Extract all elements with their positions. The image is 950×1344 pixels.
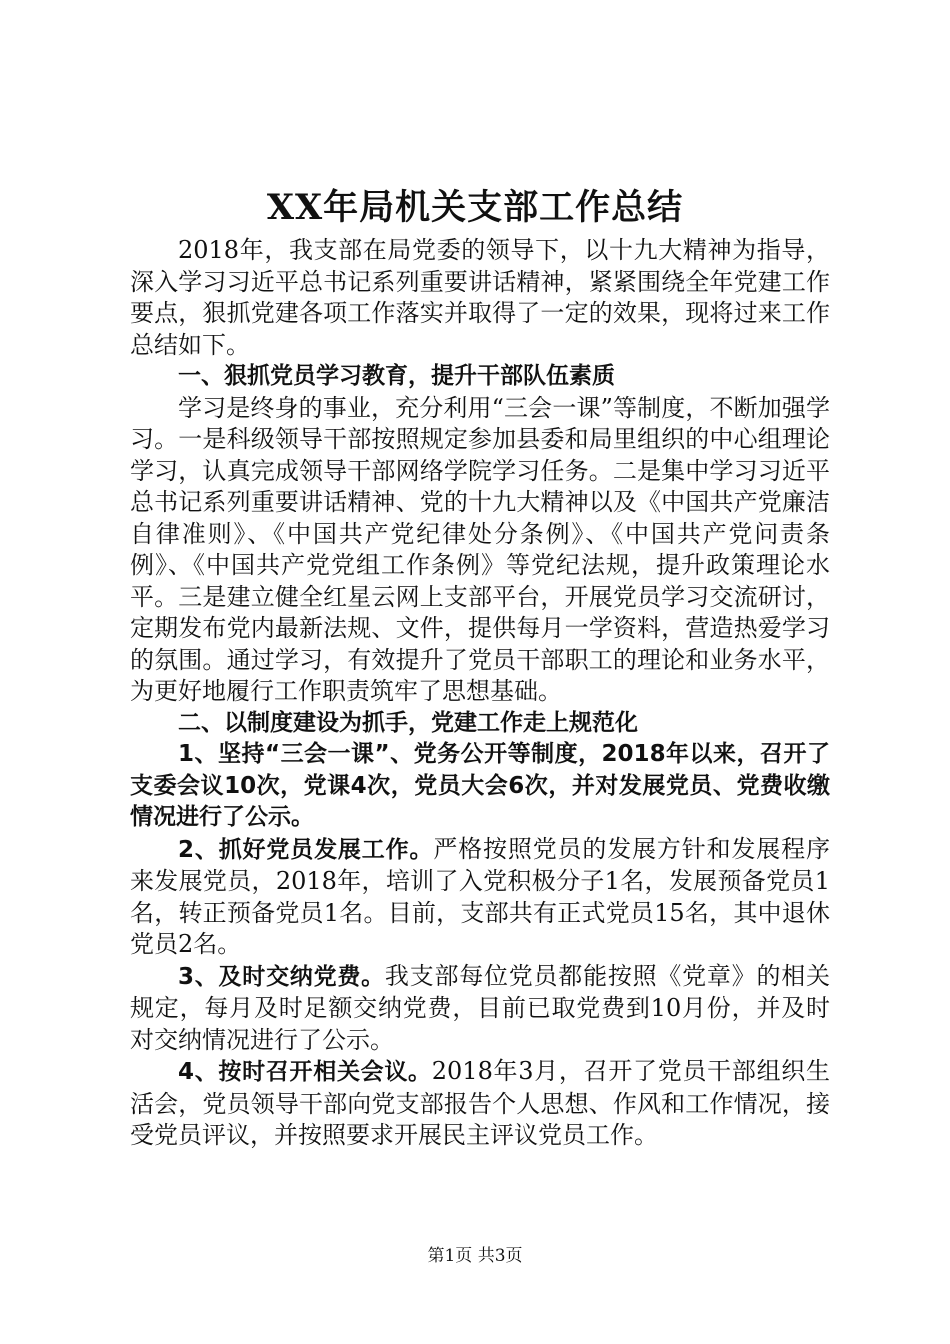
document-body xyxy=(130,235,830,1152)
page-indicator: 第1页 共3页 xyxy=(427,1246,523,1266)
item-2-lead: 2、抓好党员发展工作。 xyxy=(178,836,434,863)
item-4-body: 2018年3月，召开了党员干部组织生活会，党员领导干部向党支部报告个人思想、作风和工作情况，接受党员评议，并按照要求开展民主评议党员工作。 xyxy=(130,1057,830,1149)
item-2-paragraph xyxy=(130,834,830,961)
document-title: XX年局机关支部工作总结 xyxy=(266,187,684,228)
item-3-lead: 3、及时交纳党费。 xyxy=(178,963,385,990)
item-3-paragraph xyxy=(130,961,830,1057)
intro-paragraph: 2018年，我支部在局党委的领导下，以十九大精神为指导，深入学习习近平总书记系列重要讲话精神，紧紧围绕全年党建工作要点，狠抓党建各项工作落实并取得了一定的效果，现将过来工作总结如下。 xyxy=(130,236,830,359)
item-1-paragraph: 1、坚持“三会一课”、党务公开等制度，2018年以来，召开了支委会议10次，党课4次，党员大会6次，并对发展党员、党费收缴情况进行了公示。 xyxy=(130,741,830,830)
item-4-paragraph xyxy=(130,1056,830,1152)
item-2-body: 严格按照党员的发展方针和发展程序来发展党员，2018年，培训了入党积极分子1名，发展预备党员1名，转正预备党员1名。目前，支部共有正式党员15名，其中退休党员2名。 xyxy=(130,834,830,958)
section-1-heading: 一、狠抓党员学习教育，提升干部队伍素质 xyxy=(178,363,615,389)
section-2-heading: 二、以制度建设为抓手，党建工作走上规范化 xyxy=(178,709,638,736)
item-3-body: 我支部每位党员都能按照《党章》的相关规定，每月及时足额交纳党费，目前已取党费到10月份，并及时对交纳情况进行了公示。 xyxy=(130,961,830,1054)
item-4-lead: 4、按时召开相关会议。 xyxy=(178,1059,432,1085)
section-1-paragraph: 学习是终身的事业，充分利用“三会一课”等制度，不断加强学习。一是科级领导干部按照规定参加县委和局里组织的中心组理论学习，认真完成领导干部网络学院学习任务。二是集中学习习近平总书记系列重要讲话精神、党的十九大精神以及《中国共产党廉洁自律准则》、《中国共产党纪律处分条例》、《中国共产党问责条例》、《中国共产党党组工作条例》等党纪法规，提升政策理论水平。三是建立健全红星云网上支部平台，开展党员学习交流研讨，定期发布党内最新法规、文件，提供每月一学资料，营造热爱学习的氛围。通过学习，有效提升了党员干部职工的理论和业务水平，为更好地履行工作职责筑牢了思想基础。 xyxy=(130,393,830,705)
